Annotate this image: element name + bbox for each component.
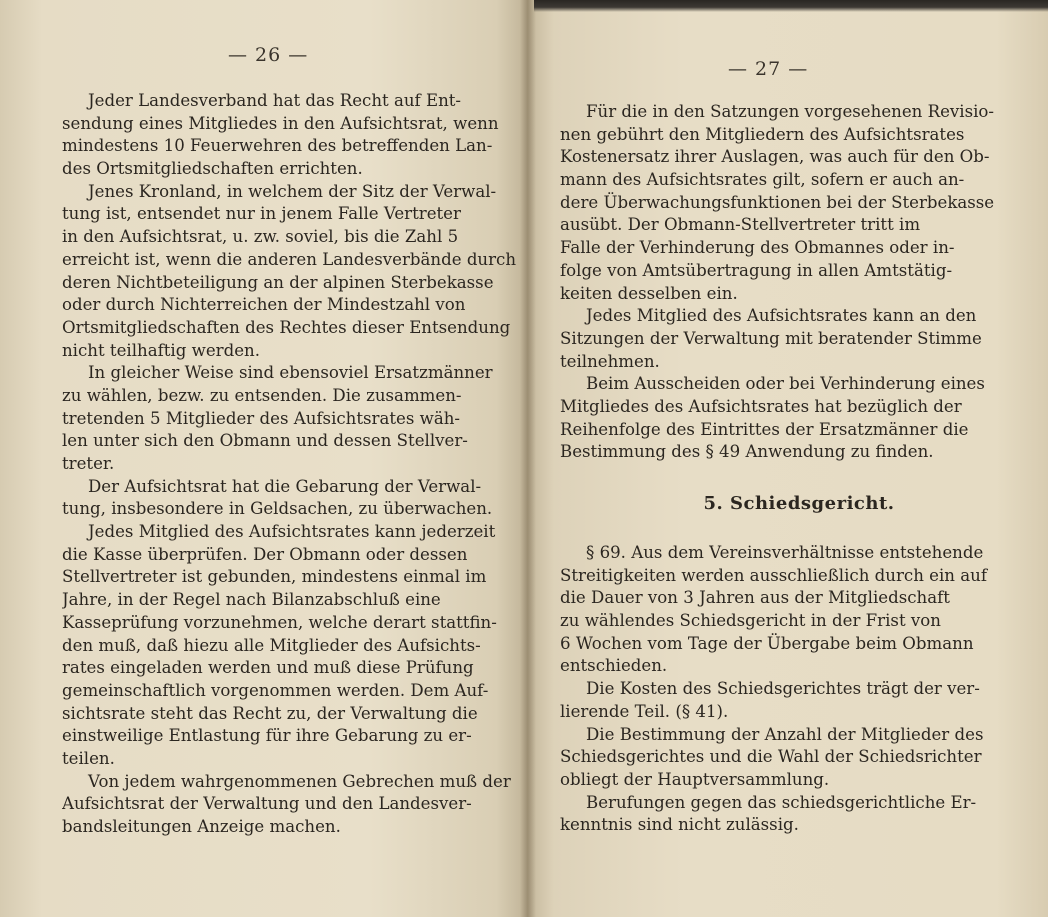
right-paragraph-3-line: Beim Ausscheiden oder bei Verhinderung eines [586,374,985,394]
left-paragraph-3-line: zu wählen, bezw. zu entsenden. Die zusammen- [62,385,462,405]
left-paragraph-6-line: bandsleitungen Anzeige machen. [62,817,341,836]
left-paragraph-2-line: tung ist, entsendet nur in jenem Falle Vertreter [62,204,461,224]
right-paragraph-2-line: Jedes Mitglied des Aufsichtsrates kann an den [586,306,977,326]
left-paragraph-2-line: deren Nichtbeteiligung an der alpinen Sterbekasse [62,272,494,292]
left-paragraph-1-line: sendung eines Mitgliedes in den Aufsichtsrat, wenn [62,113,499,133]
left-paragraph-3-line: In gleicher Weise sind ebensoviel Ersatzmänner [88,363,493,383]
right-page-body [560,101,1038,837]
left-paragraph-2-line: in den Aufsichtsrat, u. zw. soviel, bis die Zahl 5 [62,227,459,247]
left-paragraph-2-line: Ortsmitgliedschaften des Rechtes dieser Entsendung [62,317,511,337]
left-paragraph-3-line: tretenden 5 Mitglieder des Aufsichtsrates wäh- [62,408,461,428]
right-section-paragraph-2-line: lierende Teil. (§ 41). [560,701,729,721]
left-paragraph-5-line: sichtsrate steht das Recht zu, der Verwaltung die [62,703,478,723]
right-paragraph-1-line: Falle der Verhinderung des Obmannes oder in- [560,238,955,258]
right-section-paragraph-1-line: zu wählendes Schiedsgericht in der Frist von [560,611,941,631]
right-section-paragraph-1-line: Streitigkeiten werden ausschließlich durch ein auf [560,565,987,585]
right-paragraph-1-line: dere Überwachungsfunktionen bei der Sterbekasse [560,192,995,212]
right-section-paragraph-1-line: 6 Wochen vom Tage der Übergabe beim Obmann [560,633,974,653]
right-paragraph-1-line: keiten desselben ein. [560,283,738,303]
right-paragraph-1-line: mann des Aufsichtsrates gilt, sofern er auch an- [560,170,965,190]
right-paragraph-2-line: Sitzungen der Verwaltung mit beratender Stimme [560,328,982,348]
left-paragraph-5-line: Jahre, in der Regel nach Bilanzabschluß eine [62,590,441,610]
right-paragraph-1-line: folge von Amtsübertragung in allen Amtstätig- [560,260,953,280]
right-paragraph-1-line: nen gebührt den Mitgliedern des Aufsichtsrates [560,124,965,144]
right-paragraph-1-line: Für die in den Satzungen vorgesehenen Revisio- [586,102,995,121]
right-section-paragraph-1-line: die Dauer von 3 Jahren aus der Mitgliedschaft [560,588,950,608]
section-title: 5. Schiedsgericht. [703,493,895,514]
left-paragraph-3-line: treter. [62,454,115,473]
left-paragraph-5-line: Kasseprüfung vorzunehmen, welche derart stattfin- [62,612,497,632]
left-paragraph-5-line: einstweilige Entlastung für ihre Gebarung zu er- [62,726,472,746]
right-paragraph-1-line: ausübt. Der Obmann-Stellvertreter tritt im [560,215,921,235]
right-section-paragraph-2-line: Die Kosten des Schiedsgerichtes trägt der ver- [586,679,980,699]
right-section-paragraph-4-line: Berufungen gegen das schiedsgerichtliche Er- [586,792,977,812]
left-paragraph-1-line: des Ortsmitgliedschaften errichten. [62,159,363,179]
left-paragraph-1-line: mindestens 10 Feuerwehren des betreffenden Lan- [62,136,493,156]
right-section-paragraph-4-line: kenntnis sind nicht zulässig. [560,815,799,835]
left-paragraph-5-line: den muß, daß hiezu alle Mitglieder des Aufsichts- [62,635,481,655]
left-paragraph-5-line: Jedes Mitglied des Aufsichtsrates kann jederzeit [88,522,496,542]
left-paragraph-5-line: teilen. [62,748,115,768]
right-page [528,0,1048,917]
left-page-body [62,90,520,839]
left-paragraph-4-line: Der Aufsichtsrat hat die Gebarung der Verwal- [88,476,482,496]
right-paragraph-2-line: teilnehmen. [560,351,660,371]
right-section-paragraph-3-line: Die Bestimmung der Anzahl der Mitglieder des [586,724,984,744]
left-paragraph-3-line: len unter sich den Obmann und dessen Stellver- [62,431,468,451]
left-paragraph-2-line: Jenes Kronland, in welchem der Sitz der Verwal- [88,181,497,201]
right-paragraph-3-line: Mitgliedes des Aufsichtsrates hat bezüglich der [560,396,962,416]
right-paragraph-3-line: Reihenfolge des Eintrittes der Ersatzmänner die [560,419,969,439]
right-paragraph-3-line: Bestimmung des § 49 Anwendung zu finden. [560,442,934,462]
book-gutter [520,0,536,917]
right-section-paragraph-3-line: obliegt der Hauptversammlung. [560,769,830,789]
page-top-shadow [534,0,1048,12]
left-paragraph-2-line: erreicht ist, wenn die anderen Landesverbände durch [62,249,517,269]
left-paragraph-5-line: Stellvertreter ist gebunden, mindestens einmal im [62,567,487,587]
right-section-paragraph-3-line: Schiedsgerichtes und die Wahl der Schiedsrichter [560,747,982,767]
left-paragraph-5-line: gemeinschaftlich vorgenommen werden. Dem Auf- [62,680,489,700]
right-section-paragraph-1-line: entschieden. [560,656,668,676]
page-number-right: — 27 — [728,58,809,80]
left-paragraph-5-line: die Kasse überprüfen. Der Obmann oder dessen [62,544,468,564]
left-paragraph-2-line: nicht teilhaftig werden. [62,340,260,360]
right-section-paragraph-1-line: § 69. Aus dem Vereinsverhältnisse entstehende [586,543,984,562]
left-paragraph-2-line: oder durch Nichterreichen der Mindestzahl von [62,295,466,315]
left-paragraph-1-line: Jeder Landesverband hat das Recht auf Ent- [88,91,462,110]
page-number-left: — 26 — [228,44,309,66]
left-paragraph-5-line: rates eingeladen werden und muß diese Prüfung [62,658,474,678]
left-paragraph-6-line: Von jedem wahrgenommenen Gebrechen muß der [88,771,511,791]
left-paragraph-6-line: Aufsichtsrat der Verwaltung und den Landesver- [62,794,472,814]
right-paragraph-1-line: Kostenersatz ihrer Auslagen, was auch für den Ob- [560,147,990,167]
left-paragraph-4-line: tung, insbesondere in Geldsachen, zu überwachen. [62,499,493,519]
